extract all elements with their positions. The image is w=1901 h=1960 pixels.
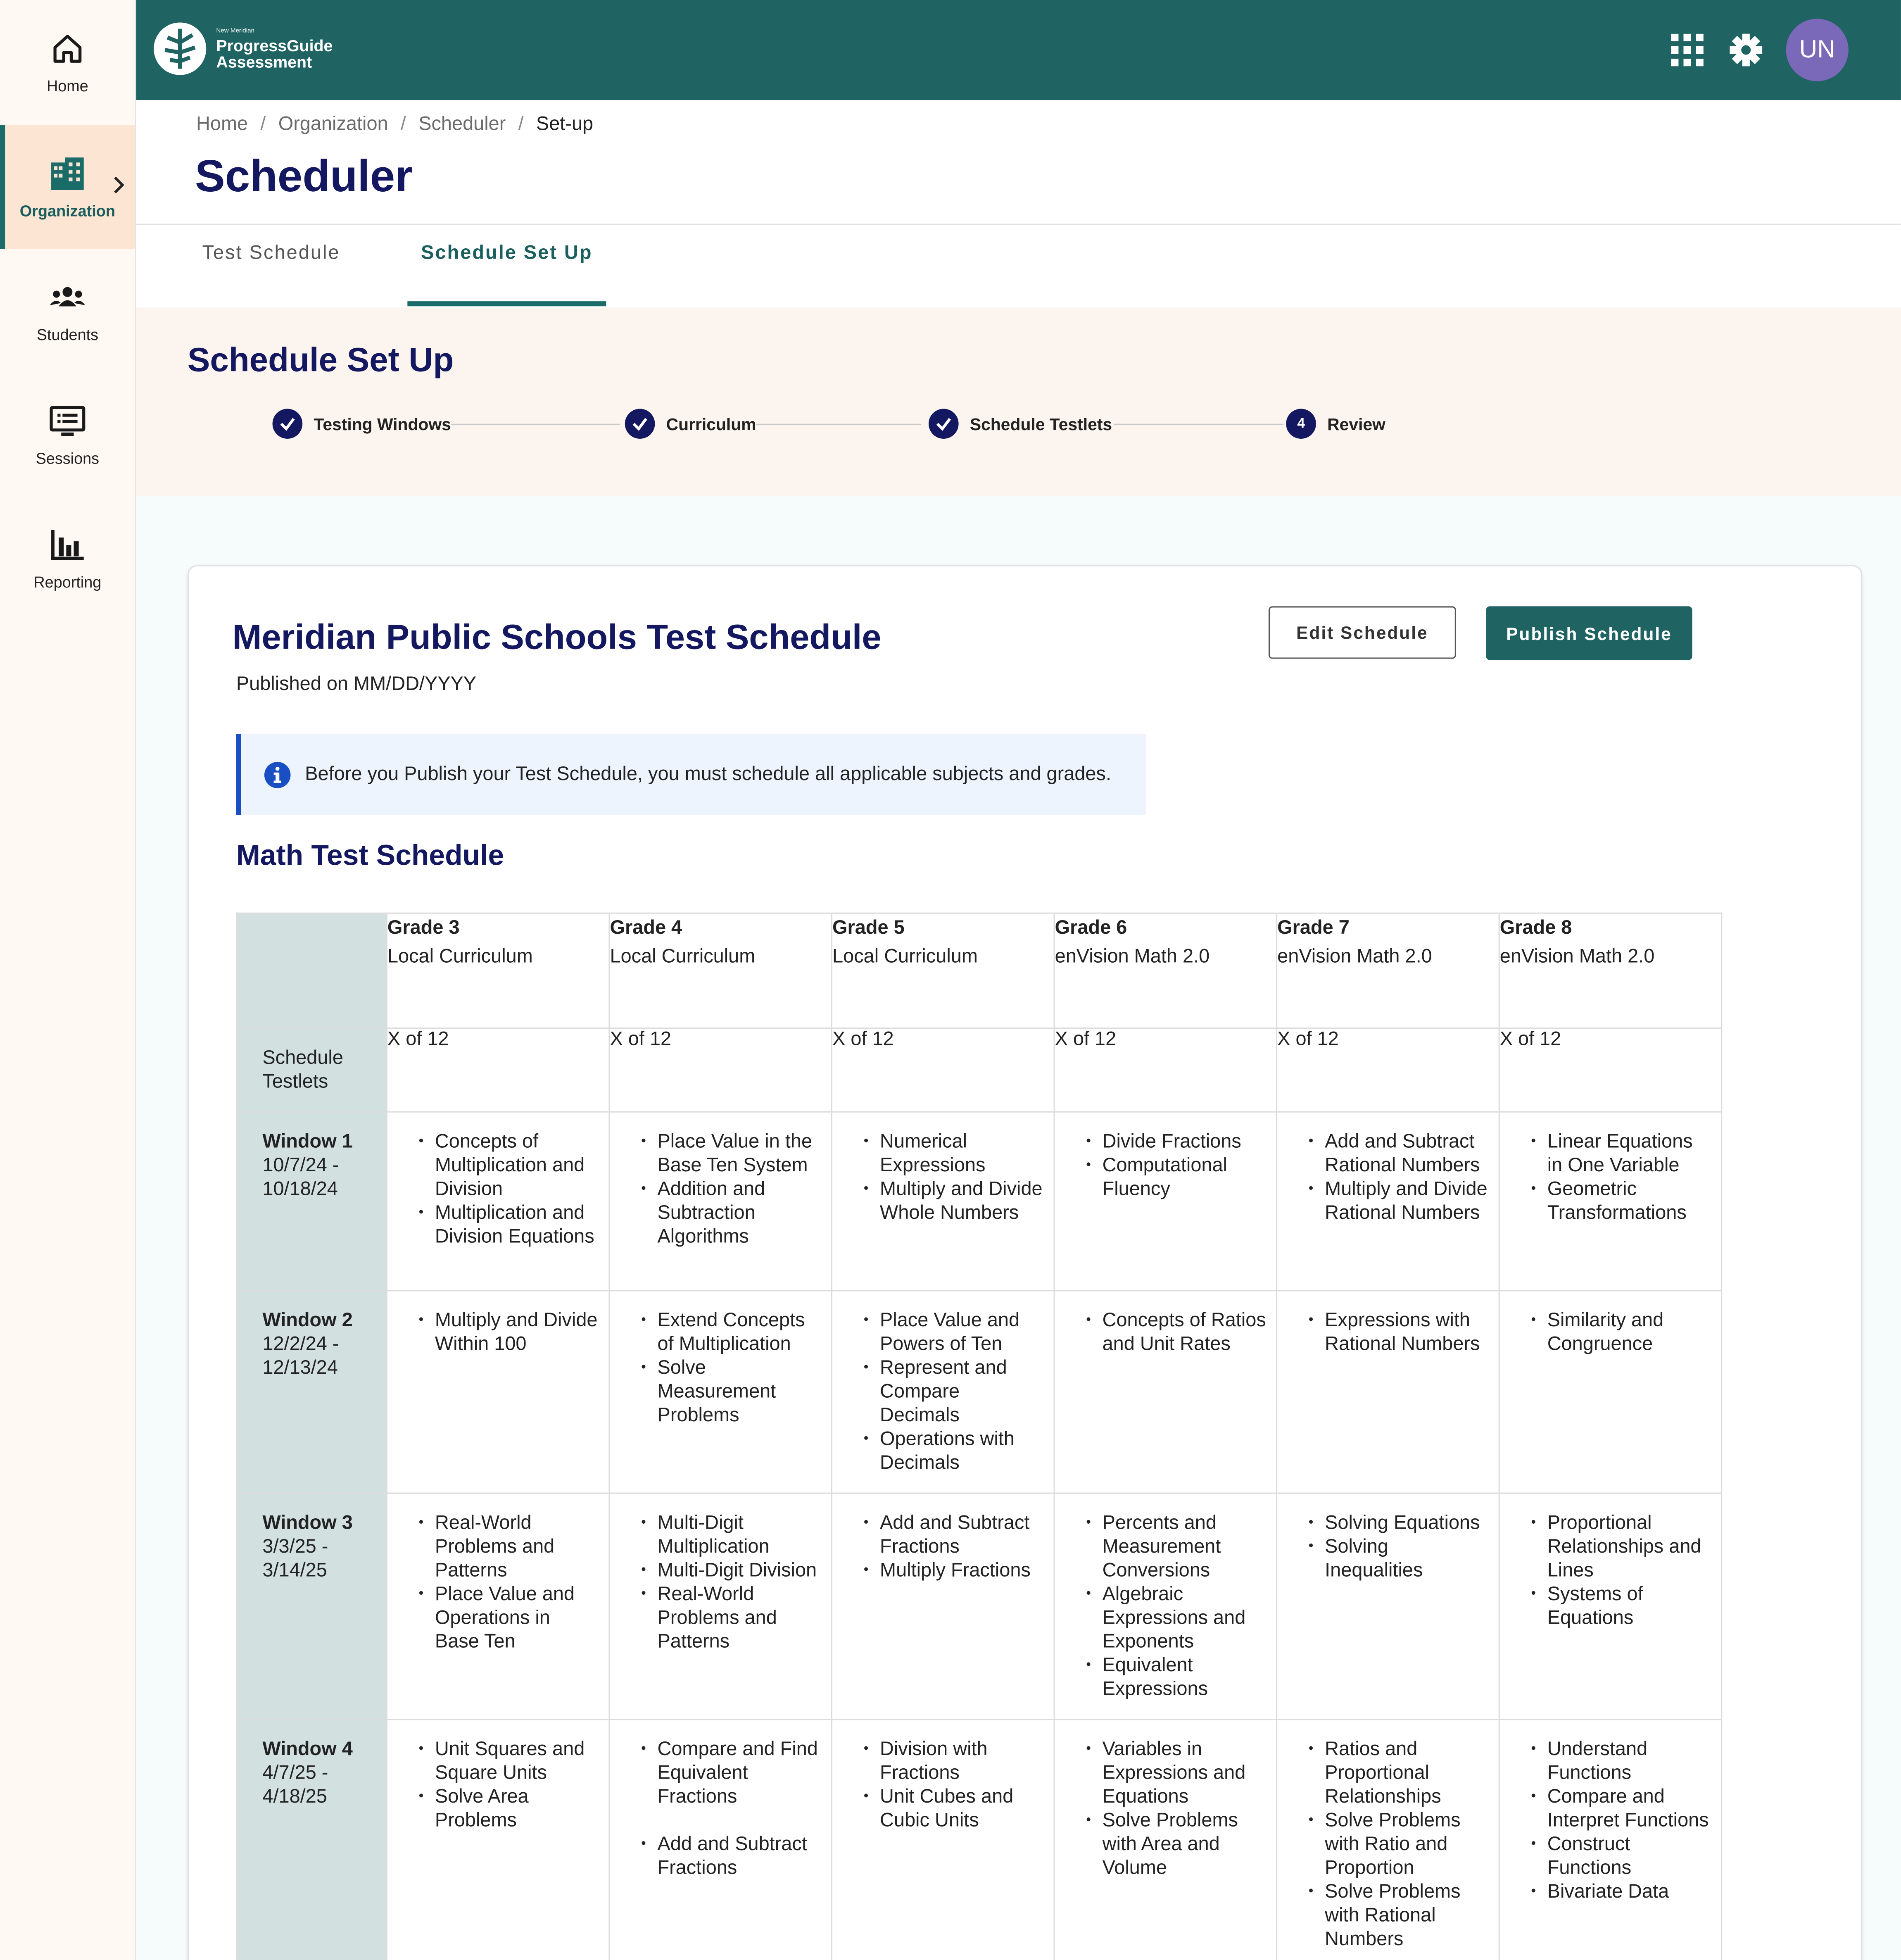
logo-text <box>216 28 333 69</box>
column-header <box>1499 913 1722 1028</box>
window-name: Window 4 <box>262 1739 353 1760</box>
topic-item: • Percents and Measurement Conversions <box>1103 1511 1266 1582</box>
topic-item: • Solve Measurement Problems <box>657 1356 821 1427</box>
topic-item: • Ratios and Proportional Relationships <box>1325 1738 1488 1809</box>
sidebar <box>0 0 136 1960</box>
table-cell <box>832 1720 1055 1960</box>
topic-item: • Geometric Transformations <box>1547 1177 1711 1225</box>
topic-item: • Division with Fractions <box>880 1738 1043 1785</box>
window-header <box>237 1720 387 1960</box>
grade-label: Grade 8 <box>1499 917 1572 939</box>
topic-list <box>387 1113 609 1249</box>
sidebar-item-label: Reporting <box>33 573 102 591</box>
topic-item: • Place Value and Powers of Ten <box>880 1309 1043 1356</box>
topic-item: • Multi-Digit Multiplication <box>657 1511 821 1559</box>
breadcrumb-home[interactable]: Home <box>196 114 248 135</box>
window-start: 4/7/25 - <box>262 1763 328 1784</box>
topic-item: • Multiply and Divide Within 100 <box>435 1309 599 1356</box>
topic-list <box>610 1291 831 1427</box>
topic-list <box>832 1494 1054 1583</box>
curriculum-label: Local Curriculum <box>387 946 533 968</box>
check-circle-icon <box>625 409 655 439</box>
column-header <box>387 913 609 1028</box>
check-circle-icon <box>273 409 303 439</box>
info-alert <box>236 734 1146 815</box>
topic-list <box>1055 1113 1276 1201</box>
topic-item: • Represent and Compare Decimals <box>880 1356 1043 1427</box>
sidebar-item-label: Students <box>36 326 99 343</box>
schedule-title: Meridian Public Schools Test Schedule <box>232 617 882 657</box>
grade-label: Grade 6 <box>1055 917 1127 939</box>
topic-item: • Construct Functions <box>1547 1833 1711 1880</box>
page-header <box>136 100 1901 307</box>
step-connector <box>451 424 620 425</box>
topic-item: • Divide Fractions <box>1103 1130 1266 1154</box>
topic-item: • Real-World Problems and Patterns <box>657 1582 821 1653</box>
table-corner <box>237 913 387 1028</box>
gear-icon[interactable] <box>1728 33 1763 68</box>
topic-item: • Solve Area Problems <box>435 1785 599 1833</box>
table-cell <box>1054 1112 1277 1291</box>
topic-item: • Solve Problems with Area and Volume <box>1103 1809 1266 1880</box>
table-row <box>237 1112 1721 1291</box>
table-cell <box>1499 1720 1722 1960</box>
topic-item: • Solve Problems with Ratio and Proportion <box>1325 1809 1488 1880</box>
step-curriculum[interactable] <box>625 409 756 439</box>
table-row <box>237 1720 1721 1960</box>
breadcrumb-organization[interactable]: Organization <box>278 114 388 135</box>
topic-list <box>387 1494 609 1654</box>
topic-item: • Multiplication and Division Equations <box>435 1201 599 1249</box>
window-start: 12/2/24 - <box>262 1334 339 1355</box>
step-connector <box>756 424 921 425</box>
topic-item: • Similarity and Congruence <box>1547 1309 1711 1356</box>
tab-test-schedule[interactable]: Test Schedule <box>202 242 340 264</box>
window-start: 3/3/25 - <box>262 1536 328 1558</box>
window-header <box>237 1493 387 1720</box>
topic-item: • Add and Subtract Fractions <box>880 1511 1043 1559</box>
window-name: Window 2 <box>262 1310 353 1332</box>
window-end: 12/13/24 <box>262 1357 338 1379</box>
topic-list <box>387 1291 609 1356</box>
setup-stepper-section <box>136 307 1901 496</box>
table-cell <box>609 1720 832 1960</box>
topic-list <box>1500 1720 1721 1904</box>
topic-item: • Compare and Interpret Functions <box>1547 1785 1711 1833</box>
monitor-list-icon <box>49 402 86 440</box>
topic-item: • Unit Cubes and Cubic Units <box>880 1785 1043 1833</box>
logo-sub: Assessment <box>216 52 312 71</box>
grade-label: Grade 5 <box>832 917 905 939</box>
column-header <box>609 913 832 1028</box>
topic-item: • Solve Problems with Rational Numbers <box>1325 1880 1488 1951</box>
topic-item: • Add and Subtract Rational Numbers <box>1325 1130 1488 1177</box>
row-header: Schedule Testlets <box>237 1028 387 1112</box>
building-icon <box>49 155 86 192</box>
setup-title: Schedule Set Up <box>187 341 454 379</box>
grade-label: Grade 4 <box>610 917 682 939</box>
testlet-count: X of 12 <box>1499 1028 1722 1112</box>
section-title: Math Test Schedule <box>236 839 504 871</box>
table-row <box>237 1493 1721 1720</box>
sidebar-item-label: Home <box>46 77 88 95</box>
topic-item: • Multiply and Divide Whole Numbers <box>880 1177 1043 1225</box>
topic-list <box>832 1291 1054 1475</box>
table-row <box>237 1291 1721 1493</box>
logo[interactable] <box>154 22 333 75</box>
breadcrumb-scheduler[interactable]: Scheduler <box>418 114 506 135</box>
topic-list <box>1500 1291 1721 1356</box>
bar-chart-icon <box>49 526 86 563</box>
grade-label: Grade 7 <box>1277 917 1350 939</box>
sidebar-item-reporting[interactable] <box>0 496 135 620</box>
table-cell <box>1054 1291 1277 1493</box>
topic-item: • Multiply Fractions <box>880 1559 1043 1582</box>
topic-item: • Systems of Equations <box>1547 1582 1711 1630</box>
page-title: Scheduler <box>195 150 413 202</box>
alert-text: Before you Publish your Test Schedule, you must schedule all applicable subjects and grades. <box>305 763 1111 785</box>
window-name: Window 1 <box>262 1131 353 1153</box>
topic-item: • Extend Concepts of Multiplication <box>657 1309 821 1356</box>
table-cell <box>832 1291 1055 1493</box>
topic-list <box>1055 1291 1276 1356</box>
breadcrumb-current: Set-up <box>536 114 594 135</box>
sidebar-item-label: Sessions <box>36 449 100 467</box>
breadcrumb-separator: / <box>260 114 266 135</box>
table-cell <box>609 1112 832 1291</box>
curriculum-label: Local Curriculum <box>832 946 978 968</box>
topic-list <box>1277 1113 1499 1225</box>
step-label: Curriculum <box>666 414 756 433</box>
topic-list <box>387 1720 609 1832</box>
topic-item: • Operations with Decimals <box>880 1427 1043 1475</box>
topic-item: • Real-World Problems and Patterns <box>435 1511 599 1582</box>
topic-item: • Add and Subtract Fractions <box>657 1833 821 1880</box>
topic-item: • Proportional Relationships and Lines <box>1547 1511 1711 1582</box>
avatar[interactable]: UN <box>1786 19 1849 81</box>
home-icon <box>49 29 86 67</box>
topic-item: • Place Value and Operations in Base Ten <box>435 1582 599 1653</box>
step-number: 4 <box>1286 409 1316 439</box>
info-icon <box>264 761 291 788</box>
table-header-row <box>237 913 1721 1028</box>
sidebar-item-sessions[interactable] <box>0 373 135 497</box>
testlet-count: X of 12 <box>1054 1028 1277 1112</box>
table-cell <box>1054 1493 1277 1720</box>
table-cell <box>832 1493 1055 1720</box>
testlet-count-row <box>237 1028 1721 1112</box>
curriculum-label: enVision Math 2.0 <box>1499 946 1655 968</box>
table-cell <box>609 1493 832 1720</box>
testlet-count: X of 12 <box>1277 1028 1499 1112</box>
topic-item: • Equivalent Expressions <box>1103 1654 1266 1701</box>
topic-item: • Computational Fluency <box>1103 1154 1266 1201</box>
divider <box>136 224 1901 225</box>
topic-list <box>1277 1720 1499 1951</box>
table-cell <box>1277 1291 1499 1493</box>
table-cell <box>1054 1720 1277 1960</box>
tab-schedule-set-up[interactable]: Schedule Set Up <box>421 242 593 264</box>
window-end: 4/18/25 <box>262 1786 327 1808</box>
topic-item: • Understand Functions <box>1547 1738 1711 1785</box>
topic-list <box>1277 1494 1499 1583</box>
window-end: 10/18/24 <box>262 1179 338 1200</box>
topic-item: • Unit Squares and Square Units <box>435 1738 599 1785</box>
window-name: Window 3 <box>262 1512 353 1534</box>
column-header <box>1277 913 1499 1028</box>
table-cell <box>609 1291 832 1493</box>
step-label: Testing Windows <box>314 414 451 433</box>
topic-item: • Concepts of Ratios and Unit Rates <box>1103 1309 1266 1356</box>
window-end: 3/14/25 <box>262 1560 327 1582</box>
topic-item: • Solving Equations <box>1325 1511 1488 1535</box>
table-cell <box>832 1112 1055 1291</box>
breadcrumb <box>196 114 593 136</box>
curriculum-label: enVision Math 2.0 <box>1277 946 1432 968</box>
topic-list <box>610 1113 831 1249</box>
topic-item: • Addition and Subtraction Algorithms <box>657 1177 821 1249</box>
topic-list <box>610 1494 831 1654</box>
window-header <box>237 1291 387 1493</box>
table-cell <box>1499 1493 1722 1720</box>
apps-grid-icon[interactable] <box>1671 34 1704 67</box>
active-tab-indicator <box>407 301 606 306</box>
topic-list <box>1500 1494 1721 1630</box>
testlet-count: X of 12 <box>387 1028 609 1112</box>
table-cell <box>387 1720 609 1960</box>
step-connector <box>1114 424 1283 425</box>
logo-mark-icon <box>154 22 206 75</box>
table-cell <box>1277 1112 1499 1291</box>
step-schedule-testlets[interactable] <box>929 409 1112 439</box>
topic-item: • Linear Equations in One Variable <box>1547 1130 1711 1177</box>
topic-item: • Place Value in the Base Ten System <box>657 1130 821 1177</box>
curriculum-label: enVision Math 2.0 <box>1055 946 1210 968</box>
table-cell <box>1499 1112 1722 1291</box>
breadcrumb-separator: / <box>518 114 524 135</box>
step-label: Schedule Testlets <box>970 414 1112 433</box>
topic-item: • Multi-Digit Division <box>657 1559 821 1582</box>
step-testing-windows[interactable] <box>273 409 451 439</box>
testlet-count: X of 12 <box>832 1028 1055 1112</box>
logo-org: New Meridian <box>216 27 254 35</box>
topic-item: • Compare and Find Equivalent Fractions <box>657 1738 821 1809</box>
topic-item: • Multiply and Divide Rational Numbers <box>1325 1177 1488 1225</box>
table-cell <box>1499 1291 1722 1493</box>
check-circle-icon <box>929 409 959 439</box>
logo-product: ProgressGuide <box>216 36 333 55</box>
top-actions <box>1671 19 1849 81</box>
schedule-card <box>188 565 1862 1960</box>
testlet-count: X of 12 <box>609 1028 832 1112</box>
topic-list <box>832 1720 1054 1832</box>
topic-list <box>610 1720 831 1880</box>
people-icon <box>49 278 86 316</box>
topic-list <box>1277 1291 1499 1356</box>
edit-schedule-button[interactable]: Edit Schedule <box>1269 606 1456 659</box>
curriculum-label: Local Curriculum <box>610 946 756 968</box>
math-schedule-table <box>236 913 1722 1960</box>
chevron-right-icon <box>110 173 127 198</box>
topic-list <box>832 1113 1054 1225</box>
topic-item: • Numerical Expressions <box>880 1130 1043 1177</box>
column-header <box>1054 913 1277 1028</box>
topic-item: • Solving Inequalities <box>1325 1535 1488 1582</box>
sidebar-item-home[interactable] <box>0 0 135 124</box>
table-cell <box>387 1112 609 1291</box>
topic-item: • Bivariate Data <box>1547 1880 1711 1904</box>
step-review[interactable] <box>1286 409 1385 439</box>
topic-list <box>1500 1113 1721 1225</box>
table-cell <box>1277 1720 1499 1960</box>
topic-item: • Variables in Expressions and Equations <box>1103 1738 1266 1809</box>
breadcrumb-separator: / <box>400 114 406 135</box>
topic-list <box>1055 1494 1276 1701</box>
sidebar-item-organization[interactable] <box>0 125 135 249</box>
top-bar <box>136 0 1901 100</box>
table-cell <box>387 1493 609 1720</box>
topic-item: • Algebraic Expressions and Exponents <box>1103 1582 1266 1653</box>
published-date: Published on MM/DD/YYYY <box>236 673 477 695</box>
table-cell <box>1277 1493 1499 1720</box>
topic-item: • Concepts of Multiplication and Division <box>435 1130 599 1201</box>
sidebar-item-label: Organization <box>19 202 115 219</box>
topic-item: • Expressions with Rational Numbers <box>1325 1309 1488 1356</box>
window-header <box>237 1112 387 1291</box>
grade-label: Grade 3 <box>387 917 460 939</box>
window-start: 10/7/24 - <box>262 1155 339 1177</box>
sidebar-item-students[interactable] <box>0 249 135 373</box>
step-label: Review <box>1327 414 1385 433</box>
column-header <box>832 913 1055 1028</box>
table-cell <box>387 1291 609 1493</box>
topic-list <box>1055 1720 1276 1880</box>
publish-schedule-button[interactable]: Publish Schedule <box>1486 606 1692 660</box>
